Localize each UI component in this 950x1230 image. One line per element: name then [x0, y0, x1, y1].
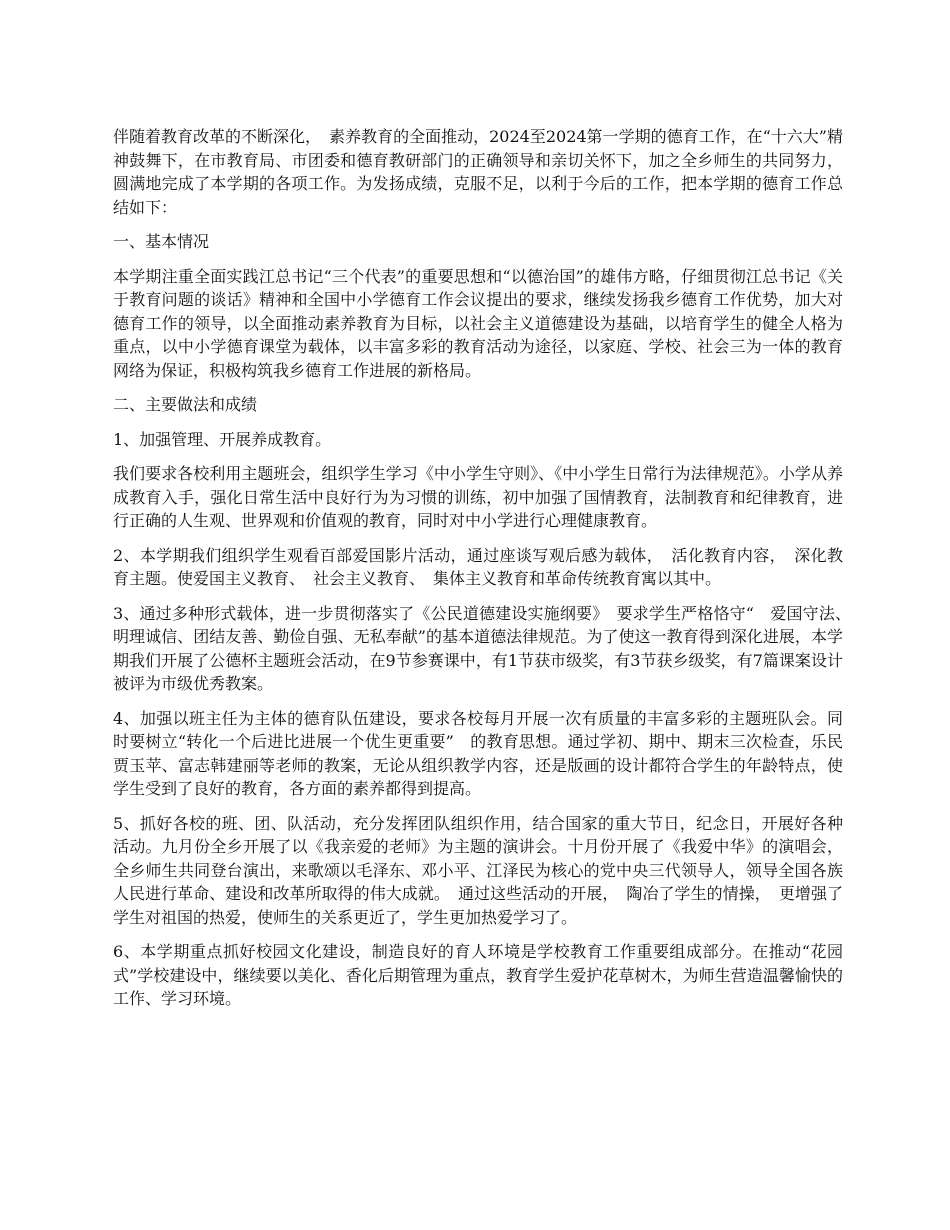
- section1-heading: 一、基本情况: [113, 232, 210, 251]
- document-page: [113, 125, 860, 1022]
- item1-paragraph: 我们要求各校利用主题班会，组织学生学习《中小学生守则》、《中小学生日常行为法律规范》。小学从养成教育入手，强化日常生活中良好行为为习惯的训练，初中加强了国情教育，法制教育和纪律教育，进行正确的人生观、世界观和价值观的教育，同时对中小学进行心理健康教育。: [113, 464, 843, 530]
- section2-heading: 二、主要做法和成绩: [113, 395, 258, 414]
- section1-paragraph: 本学期注重全面实践江总书记“三个代表”的重要思想和“以德治国”的雄伟方略，仔细贯彻江总书记《关于教育问题的谈话》精神和全国中小学德育工作会议提出的要求，继续发扬我乡德育工作优势，加大对德育工作的领导，以全面推动素养教育为目标，以社会主义道德建设为基础，以培育学生的健全人格为重点，以中小学德育课堂为载体，以丰富多彩的教育活动为途径，以家庭、学校、社会三为一体的教育网络为保证，积极构筑我乡德育工作进展的新格局。: [113, 266, 843, 380]
- item6-paragraph: 6、本学期重点抓好校园文化建设，制造良好的育人环境是学校教育工作重要组成部分。在推动“花园式”学校建设中，继续要以美化、香化后期管理为重点，教育学生爱护花草树木，为师生营造温馨愉快的工作、学习环境。: [113, 942, 843, 1008]
- item2-paragraph: 2、本学期我们组织学生观看百部爱国影片活动，通过座谈写观后感为载体， 活化教育内容， 深化教育主题。使爱国主义教育、 社会主义教育、 集体主义教育和革命传统教育寓以其中。: [113, 545, 843, 588]
- item4-paragraph: 4、加强以班主任为主体的德育队伍建设，要求各校每月开展一次有质量的丰富多彩的主题班队会。同时要树立“转化一个后进比进展一个优生更重要” 的教育思想。通过学初、期中、期末三次检查，乐民贾玉苹、富志韩建丽等老师的教案，无论从组织教学内容，还是版画的设计都符合学生的年龄特点，使学生受到了良好的教育，各方面的素养都得到提高。: [113, 708, 843, 798]
- intro-paragraph: 伴随着教育改革的不断深化， 素养教育的全面推动，2024至2024第一学期的德育工作，在“十六大”精神鼓舞下，在市教育局、市团委和德育教研部门的正确领导和亲切关怀下，加之全乡师生的共同努力，圆满地完成了本学期的各项工作。为发扬成绩，克服不足，以利于今后的工作，把本学期的德育工作总结如下：: [113, 127, 843, 217]
- item3-paragraph: 3、通过多种形式载体，进一步贯彻落实了《公民道德建设实施纲要》 要求学生严格恪守“ 爱国守法、 明理诚信、团结友善、勤俭自强、无私奉献”的基本道德法律规范。为了使这一教育得到深化进展，本学期我们开展了公德杯主题班会活动，在9节参赛课中，有1节获市级奖，有3节获乡级奖，有7篇课案设计被评为市级优秀教案。: [113, 603, 860, 693]
- item5-paragraph: 5、抓好各校的班、团、队活动，充分发挥团队组织作用，结合国家的重大节日，纪念日，开展好各种活动。九月份全乡开展了以《我亲爱的老师》为主题的演讲会。十月份开展了《我爱中华》的演唱会，全乡师生共同登台演出，来歌颂以毛泽东、邓小平、江泽民为核心的党中央三代领导人，领导全国各族人民进行革命、建设和改革所取得的伟大成就。 通过这些活动的开展， 陶冶了学生的情操， 更增强了学生对祖国的热爱，使师生的关系更近了，学生更加热爱学习了。: [113, 813, 843, 927]
- item1-heading: 1、加强管理、开展养成教育。: [113, 429, 332, 449]
